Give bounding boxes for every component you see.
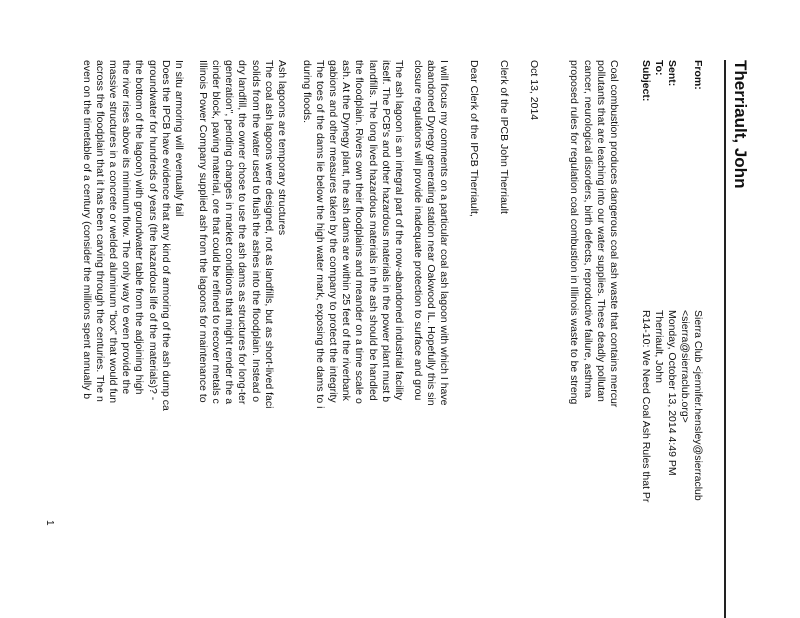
letter-salutation: Dear Clerk of the IPCB Therriault, <box>468 60 480 217</box>
from-value: Sierra Club <jennifer.hensley@sierraclub <box>692 310 704 501</box>
armoring-line: massive structures in a concrete or welded aluminum "box" that would fun <box>106 60 119 404</box>
from-label: From: <box>692 60 704 90</box>
focus-line: abandoned Dynegy generating station near Oakwood IL. Hopefully this sin <box>424 60 437 406</box>
from-value-email: <sierra@sierraclub.org> <box>679 310 691 423</box>
temporary-line: dry landfill, the owner chose to use the ash dams as structures for long-ter <box>236 60 249 405</box>
temporary-line: Illinois Power Company supplied ash from the lagoons for maintenance to <box>196 60 209 403</box>
letter-recipient: Clerk of the IPCB John Therriault <box>498 60 510 214</box>
armoring-line: Does the IPCB have evidence that any kind of armoring of the ash dump ca <box>159 60 172 411</box>
temporary-line: Ash lagoons are temporary structures <box>276 60 288 236</box>
temporary-line: The coal ash lagoons were designed, not as landfills, but as short-lived faci <box>262 60 275 409</box>
armoring-line: across the floodplain that it has been carving through the centuries. The n <box>93 60 106 402</box>
armoring-line: In situ armoring will eventually fail <box>173 60 185 217</box>
integral-line: The ash lagoon is an integral part of the now-abandoned industrial facility <box>393 60 405 401</box>
integral-line: the floodplain. Rivers own their floodplains and meander on a time scale o <box>353 60 366 404</box>
integral-line: landfills. The long lived hazardous materials in the ash should be handled <box>366 60 379 401</box>
temporary-line: solids from the water used to flush the ashes into the floodplain. Instead o <box>249 60 262 403</box>
integral-line: ash. At the Dynegy plant, the ash dams are within 25 feet of the riverbank <box>340 60 353 401</box>
integral-paragraph <box>299 60 405 408</box>
armoring-line: even on the timetable of a century (consider the millions spent annually b <box>80 60 93 400</box>
subject-value: R14-10: We Need Coal Ash Rules that Pr <box>640 310 652 503</box>
sent-label: Sent: <box>666 60 678 87</box>
header-rule <box>724 60 726 618</box>
sent-value: Monday, October 13, 2014 4:49 PM <box>666 310 678 476</box>
intro-line: cancer, neurological disorders, birth defects, reproductive failure, asthma <box>581 60 594 398</box>
intro-line: pollutants that are leaching into our water supplies. These deadly pollutan <box>594 60 607 402</box>
page-number: 1 <box>44 520 55 526</box>
letter-date: Oct 13, 2014 <box>528 60 540 121</box>
armoring-line: the river rises above its minimum flow. The only way to even provide the <box>120 60 133 395</box>
subject-label: Subject: <box>640 60 652 102</box>
focus-line: I will focus my comments on a particular coal ash lagoon with which I have <box>438 60 450 406</box>
armoring-paragraph <box>79 60 185 411</box>
armoring-line: the bottom of the lagoon) with groundwater table from the adjoining high <box>133 60 146 395</box>
intro-line: proposed rules for regulation coal combustion in Illinois waste to be streng <box>568 60 581 405</box>
temporary-line: cinder block, paving material, ore that could be refined to recover metals c <box>209 60 222 404</box>
to-value: Therriault, John <box>653 310 665 383</box>
integral-line: The toes of the dams lie below the high water mark, exposing the dams to i <box>313 60 326 409</box>
temporary-structures-paragraph <box>196 60 288 408</box>
focus-paragraph <box>410 60 450 406</box>
intro-line: Coal combustion produces dangerous coal ash waste that contains mercur <box>608 60 620 408</box>
integral-line: gabions and other measures taken by the company to protect the integrity <box>326 60 339 403</box>
recipient-name-heading: Therriault, John <box>731 60 750 189</box>
intro-paragraph <box>567 60 620 407</box>
to-label: To: <box>653 60 665 76</box>
armoring-line: groundwater for hundreds of years (the hazardous life of the materials)? - <box>146 60 159 401</box>
integral-line: itself. The PCB's and other hazardous materials in the power plant must b <box>379 60 392 403</box>
integral-line: during floods. <box>300 60 313 124</box>
focus-line: closure regulations will provide inadequate protection to surface and grou <box>411 60 424 401</box>
temporary-line: generation", pending changes in market conditions that might render the a <box>223 60 236 405</box>
